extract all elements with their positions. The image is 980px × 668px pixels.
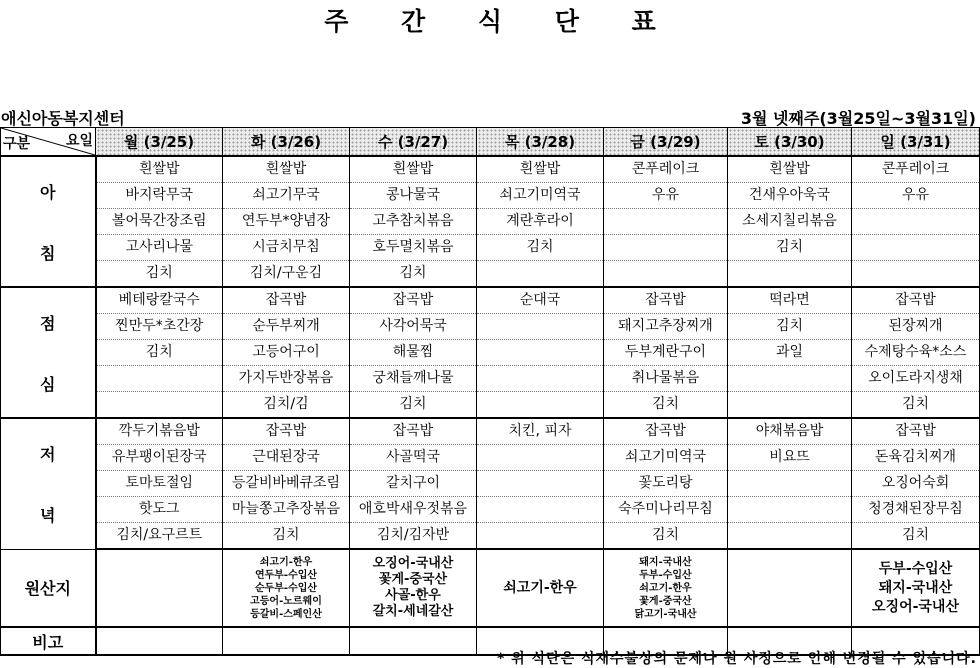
- menu-row: [1, 235, 980, 261]
- menu-item: 콩나물국: [350, 183, 477, 209]
- corner-yoil: 요일: [65, 133, 93, 149]
- origin-line: 순두부-수입산: [254, 582, 318, 594]
- menu-item: 유부팽이된장국: [96, 445, 223, 471]
- menu-item: [477, 471, 604, 497]
- menu-item: 고등어구이: [223, 340, 350, 366]
- menu-item: 흰쌀밥: [728, 156, 852, 183]
- menu-item: 등갈비바베큐조림: [223, 471, 350, 497]
- menu-body: [1, 156, 980, 655]
- menu-item: 두부계란구이: [604, 340, 728, 366]
- origin-line: 갈치-세네갈산: [372, 604, 454, 619]
- menu-item: 순대국: [477, 287, 604, 314]
- menu-item: 잡곡밥: [350, 287, 477, 314]
- menu-item: 애호박새우젓볶음: [350, 497, 477, 523]
- remark-cell: [350, 627, 477, 655]
- origin-line: 고등어-노르웨이: [250, 595, 322, 607]
- menu-item: 김치/김자반: [350, 523, 477, 550]
- menu-row: [1, 523, 980, 550]
- menu-item: 수제탕수육*소스: [852, 340, 980, 366]
- menu-item: 김치: [350, 261, 477, 288]
- origin-cell: [604, 549, 728, 627]
- meal-label: [1, 287, 96, 418]
- menu-item: [477, 366, 604, 392]
- day-header: 금 (3/29): [604, 128, 728, 157]
- origin-line: 등갈비-스페인산: [250, 608, 322, 620]
- menu-item: 쇠고기무국: [223, 183, 350, 209]
- menu-item: 야채볶음밥: [728, 418, 852, 445]
- origin-line: 돼지-국내산: [878, 579, 953, 596]
- menu-item: 김치/요구르트: [96, 523, 223, 550]
- menu-item: 김치: [96, 340, 223, 366]
- menu-item: 흰쌀밥: [223, 156, 350, 183]
- menu-item: 시금치무침: [223, 235, 350, 261]
- meal-label: [1, 156, 96, 287]
- menu-item: 김치: [604, 392, 728, 419]
- menu-item: [477, 314, 604, 340]
- menu-item: 순두부찌개: [223, 314, 350, 340]
- menu-item: [96, 392, 223, 419]
- menu-item: 잡곡밥: [223, 418, 350, 445]
- menu-row: [1, 392, 980, 419]
- menu-item: [728, 471, 852, 497]
- menu-item: [728, 261, 852, 288]
- menu-item: 비요뜨: [728, 445, 852, 471]
- menu-item: 청경채된장무침: [852, 497, 980, 523]
- origin-line: 쇠고기-한우: [639, 582, 692, 594]
- menu-row: [1, 287, 980, 314]
- origin-row: [1, 549, 980, 627]
- origin-cell: [852, 549, 980, 627]
- menu-item: [477, 497, 604, 523]
- menu-item: 잡곡밥: [223, 287, 350, 314]
- menu-item: [604, 261, 728, 288]
- menu-item: 김치/구운김: [223, 261, 350, 288]
- origin-line: 연두부-수입산: [254, 569, 318, 581]
- menu-row: [1, 261, 980, 288]
- menu-item: 토마토절임: [96, 471, 223, 497]
- menu-item: 흰쌀밥: [477, 156, 604, 183]
- menu-row: [1, 156, 980, 183]
- footnote: * 위 식단은 식재수불상의 문제나 원 사정으로 인해 변경될 수 있습니다.: [496, 651, 977, 667]
- origin-line: 닭고기-국내산: [634, 608, 697, 620]
- menu-item: 잡곡밥: [604, 418, 728, 445]
- corner-header: [1, 128, 96, 157]
- menu-item: 갈치구이: [350, 471, 477, 497]
- menu-item: [477, 392, 604, 419]
- menu-item: 가지두반장볶음: [223, 366, 350, 392]
- day-header: 수 (3/27): [350, 128, 477, 157]
- menu-row: [1, 471, 980, 497]
- menu-item: 된장찌개: [852, 314, 980, 340]
- menu-item: 베테랑칼국수: [96, 287, 223, 314]
- remark-cell: [223, 627, 350, 655]
- meal-label-char: 침: [40, 243, 56, 263]
- day-header: 토 (3/30): [728, 128, 852, 157]
- origin-line: 꽃게-중국산: [378, 572, 448, 587]
- origin-cell: [223, 549, 350, 627]
- menu-item: 김치: [728, 235, 852, 261]
- menu-item: 잡곡밥: [604, 287, 728, 314]
- menu-item: 바지락무국: [96, 183, 223, 209]
- menu-item: 고사리나물: [96, 235, 223, 261]
- menu-item: 볼어묵간장조림: [96, 209, 223, 235]
- menu-item: [728, 497, 852, 523]
- menu-item: 잡곡밥: [852, 287, 980, 314]
- origin-cell: [477, 549, 604, 627]
- menu-item: 떡라면: [728, 287, 852, 314]
- menu-item: [477, 340, 604, 366]
- day-header: 화 (3/26): [223, 128, 350, 157]
- menu-item: 꽃도리탕: [604, 471, 728, 497]
- menu-item: 김치: [350, 392, 477, 419]
- menu-item: 찐만두*초간장: [96, 314, 223, 340]
- menu-item: 핫도그: [96, 497, 223, 523]
- menu-item: 해물찜: [350, 340, 477, 366]
- menu-item: 치킨, 피자: [477, 418, 604, 445]
- menu-item: 고추참치볶음: [350, 209, 477, 235]
- origin-line: 쇠고기-한우: [259, 556, 313, 568]
- meal-label-char: 점: [40, 313, 56, 333]
- menu-item: 깍두기볶음밥: [96, 418, 223, 445]
- origin-line: 오징어-국내산: [872, 598, 959, 615]
- menu-item: 흰쌀밥: [350, 156, 477, 183]
- menu-row: [1, 209, 980, 235]
- menu-row: [1, 183, 980, 209]
- menu-item: 김치: [96, 261, 223, 288]
- menu-item: 김치: [477, 235, 604, 261]
- menu-item: [728, 523, 852, 550]
- menu-item: 호두멸치볶음: [350, 235, 477, 261]
- menu-item: 우유: [604, 183, 728, 209]
- menu-item: 오징어숙회: [852, 471, 980, 497]
- meal-label-char: 심: [40, 374, 56, 394]
- menu-row: [1, 418, 980, 445]
- meal-label-char: 녁: [40, 505, 56, 525]
- menu-item: [96, 366, 223, 392]
- menu-item: 취나물볶음: [604, 366, 728, 392]
- menu-item: 계란후라이: [477, 209, 604, 235]
- origin-line: 두부-수입산: [878, 560, 953, 577]
- menu-item: 김치: [728, 314, 852, 340]
- menu-item: 사각어묵국: [350, 314, 477, 340]
- menu-item: 쇠고기미역국: [604, 445, 728, 471]
- menu-item: 김치: [604, 523, 728, 550]
- menu-item: [728, 366, 852, 392]
- menu-row: [1, 314, 980, 340]
- header-row: [1, 128, 980, 157]
- menu-item: 잡곡밥: [852, 418, 980, 445]
- menu-item: [477, 445, 604, 471]
- day-header: 목 (3/28): [477, 128, 604, 157]
- meal-label: [1, 418, 96, 549]
- menu-item: 연두부*양념장: [223, 209, 350, 235]
- menu-item: [852, 209, 980, 235]
- origin-cell: [350, 549, 477, 627]
- menu-item: 김치: [223, 523, 350, 550]
- menu-item: [604, 235, 728, 261]
- menu-item: 소세지칠리볶음: [728, 209, 852, 235]
- menu-item: 김치: [852, 392, 980, 419]
- origin-cell: [728, 549, 852, 627]
- weekly-menu-table: [0, 127, 980, 656]
- origin-line: 오징어-국내산: [372, 556, 454, 571]
- remark-label: 비고: [1, 627, 96, 655]
- menu-row: [1, 366, 980, 392]
- menu-item: [477, 261, 604, 288]
- menu-item: 김치: [852, 523, 980, 550]
- menu-item: [477, 523, 604, 550]
- menu-item: [604, 209, 728, 235]
- week-range: 3월 넷째주(3월25일~3월31일): [740, 109, 976, 128]
- origin-cell: [96, 549, 223, 627]
- origin-line: 사골-한우: [385, 588, 441, 603]
- day-header: 일 (3/31): [852, 128, 980, 157]
- menu-row: [1, 340, 980, 366]
- origin-line: 꽃게-중국산: [639, 595, 692, 607]
- center-name: 애신아동복지센터: [1, 109, 125, 128]
- remark-cell: [96, 627, 223, 655]
- origin-label: 원산지: [1, 549, 96, 627]
- menu-row: [1, 497, 980, 523]
- origin-line: 돼지-국내산: [639, 556, 692, 568]
- menu-item: 과일: [728, 340, 852, 366]
- day-header: 월 (3/25): [96, 128, 223, 157]
- meal-label-char: 저: [40, 444, 56, 464]
- menu-item: 잡곡밥: [350, 418, 477, 445]
- menu-item: 돈육김치찌개: [852, 445, 980, 471]
- menu-item: [728, 392, 852, 419]
- menu-item: 콘푸레이크: [604, 156, 728, 183]
- menu-item: 건새우아욱국: [728, 183, 852, 209]
- menu-item: 마늘쫑고추장볶음: [223, 497, 350, 523]
- menu-item: 근대된장국: [223, 445, 350, 471]
- page-title: 주 간 식 단 표: [324, 7, 678, 36]
- menu-item: 돼지고추장찌개: [604, 314, 728, 340]
- meal-label-char: 아: [40, 182, 56, 202]
- menu-row: [1, 445, 980, 471]
- menu-item: [852, 261, 980, 288]
- corner-gubun: 구분: [3, 136, 31, 152]
- menu-item: 궁채들깨나물: [350, 366, 477, 392]
- origin-line: 쇠고기-한우: [503, 579, 577, 596]
- menu-item: 사골떡국: [350, 445, 477, 471]
- menu-item: 우유: [852, 183, 980, 209]
- menu-item: [852, 235, 980, 261]
- menu-item: 콘푸레이크: [852, 156, 980, 183]
- menu-item: 김치/김: [223, 392, 350, 419]
- menu-item: 흰쌀밥: [96, 156, 223, 183]
- menu-item: 숙주미나리무침: [604, 497, 728, 523]
- menu-item: 오이도라지생채: [852, 366, 980, 392]
- menu-item: 쇠고기미역국: [477, 183, 604, 209]
- origin-line: 두부-수입산: [639, 569, 692, 581]
